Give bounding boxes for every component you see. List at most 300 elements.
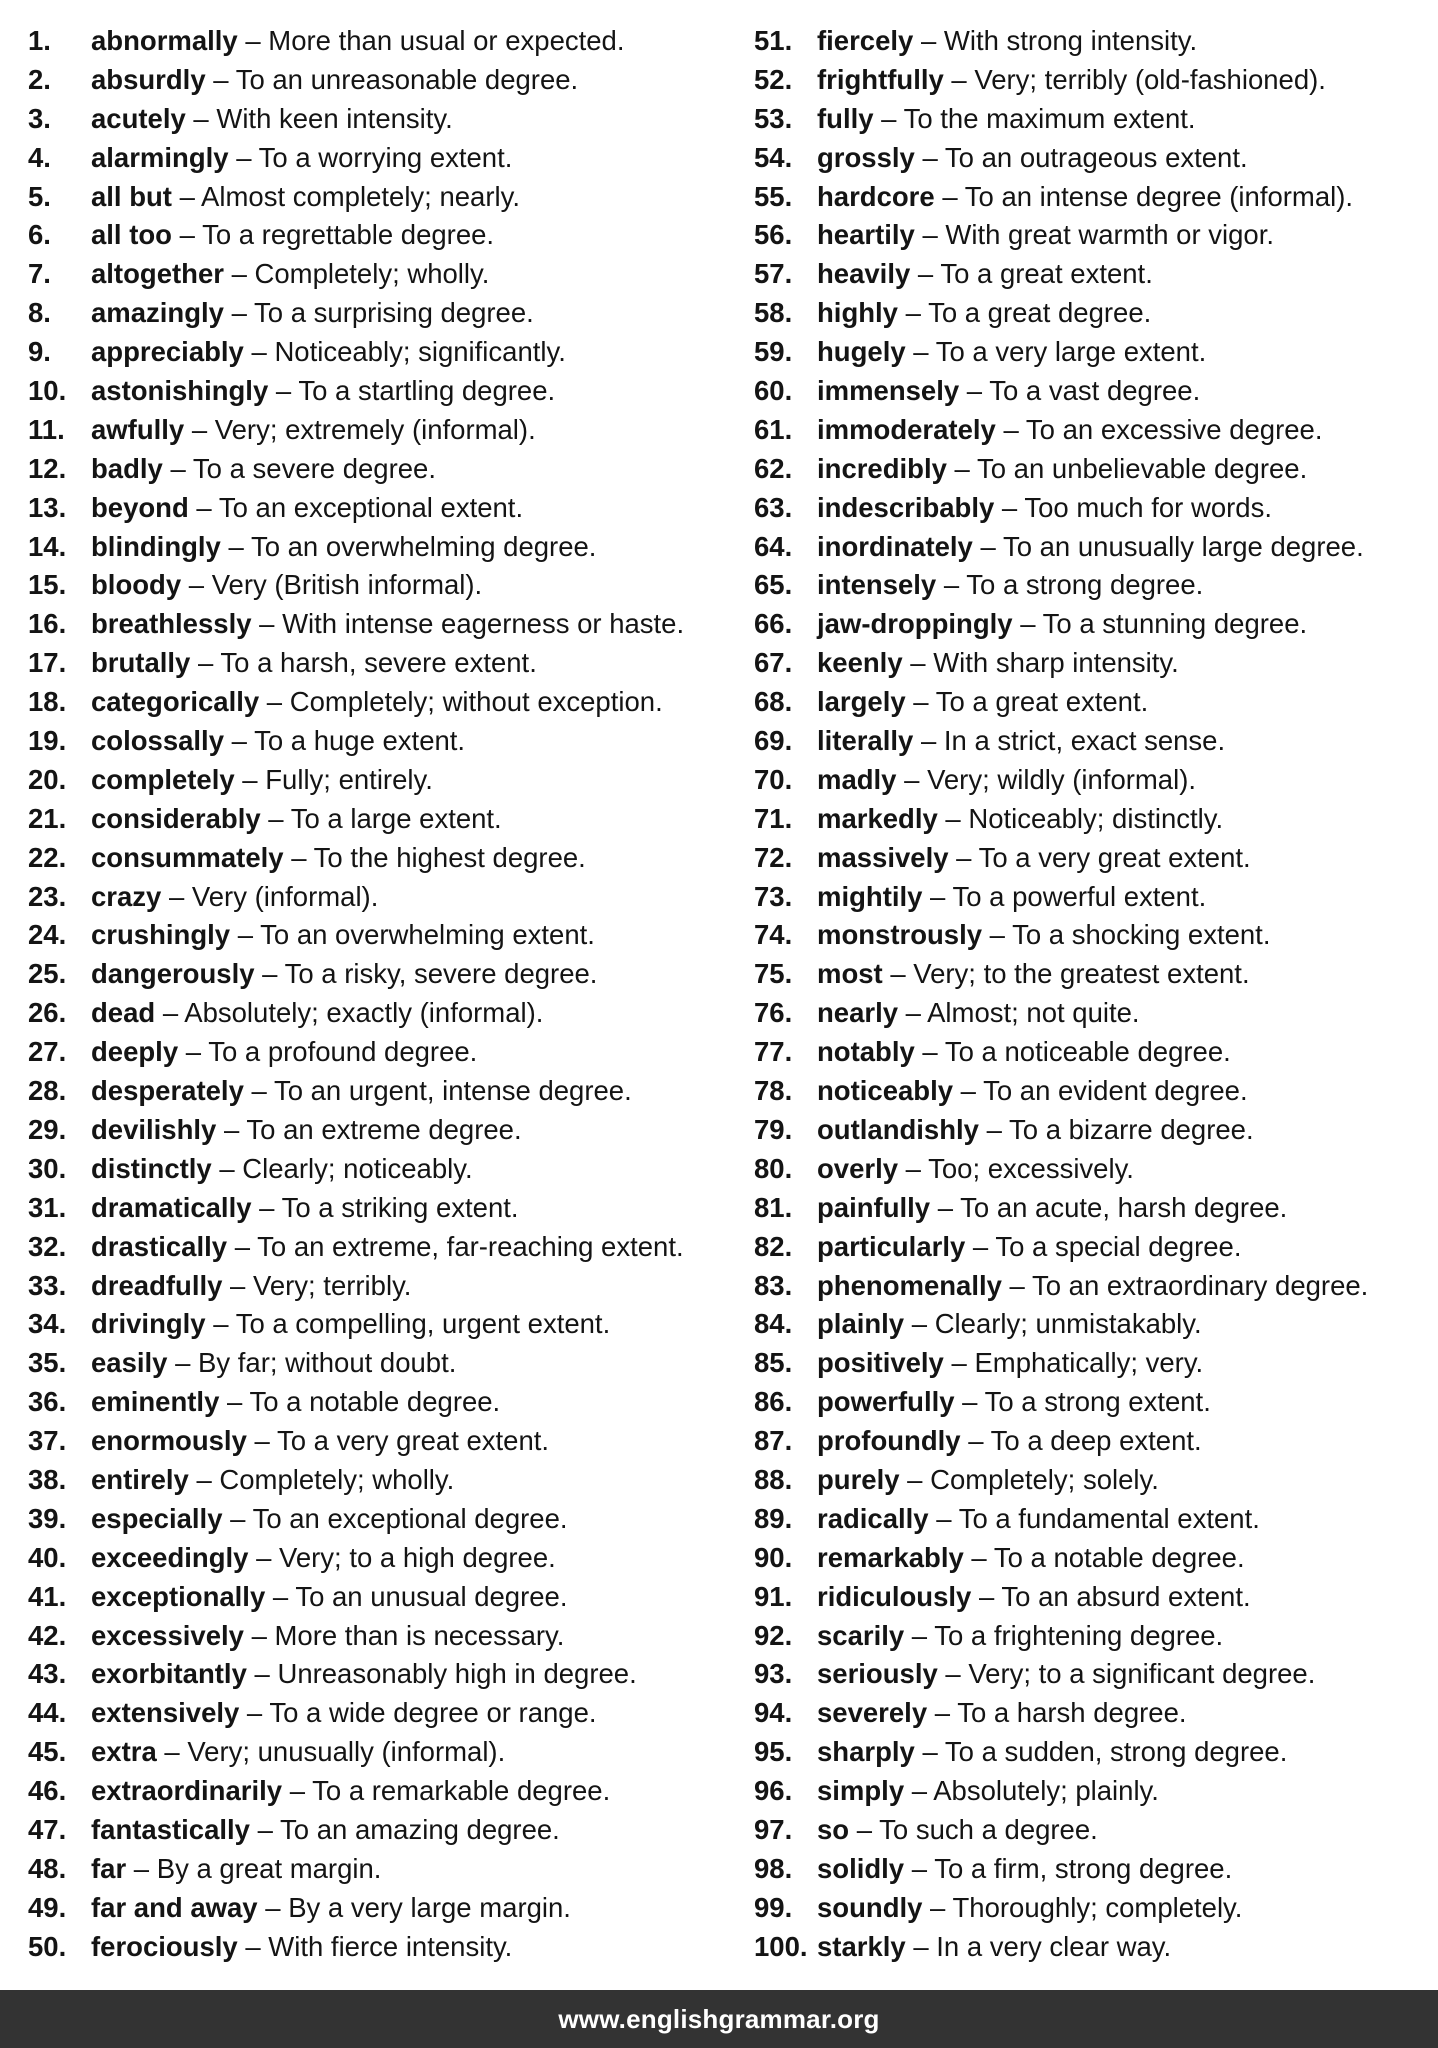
entry-word: profoundly [817,1425,961,1457]
entry-word: purely [817,1463,900,1495]
list-item [28,761,728,800]
entry-word: excessively [91,1619,244,1651]
list-item [754,333,1434,372]
list-item [28,1072,728,1111]
entry-word: devilishly [91,1113,217,1145]
entry-separator: – [184,413,215,445]
list-item [28,1539,728,1578]
list-item [28,1267,728,1306]
entry-number: 49. [28,1891,67,1923]
list-item [28,605,728,644]
entry-separator: – [156,1736,188,1768]
entry-word: soundly [817,1891,923,1923]
entry-number: 10. [28,375,67,407]
entry-number: 55. [754,180,793,212]
entry-separator: – [965,1230,996,1262]
entry-definition: Very; extremely (informal). [214,413,536,445]
entry-separator: – [928,1502,959,1534]
entry-definition: Absolutely; exactly (informal). [184,997,544,1029]
entry-number: 68. [754,686,793,718]
entry-definition: Unreasonably high in degree. [277,1658,637,1690]
entry-number: 88. [754,1463,793,1495]
entry-number: 77. [754,1036,793,1068]
entry-separator: – [982,919,1013,951]
entry-separator: – [223,258,255,290]
entry-separator: – [882,958,914,990]
entry-word: altogether [91,258,224,290]
entry-definition: In a strict, exact sense. [943,725,1226,757]
entry-separator: – [185,102,217,134]
entry-definition: To a compelling, urgent extent. [235,1308,611,1340]
entry-separator: – [943,63,975,95]
entry-word: all but [91,180,172,212]
entry-separator: – [222,1502,253,1534]
entry-word: remarkably [817,1541,964,1573]
entry-definition: To an urgent, intense degree. [273,1075,632,1107]
entry-separator: – [224,725,255,757]
list-item [754,1889,1434,1928]
entry-word: most [817,958,883,990]
entry-definition: To a fundamental extent. [958,1502,1260,1534]
list-item [28,1189,728,1228]
entry-number: 83. [754,1269,793,1301]
entry-number: 70. [754,763,793,795]
entry-number: 81. [754,1191,793,1223]
entry-separator: – [216,1113,247,1145]
list-item [28,1461,728,1500]
entry-separator: – [220,530,251,562]
entry-separator: – [161,880,192,912]
list-item [28,1344,728,1383]
entry-number: 86. [754,1386,793,1418]
entry-word: notably [817,1036,915,1068]
entry-word: drivingly [91,1308,206,1340]
entry-number: 40. [28,1541,67,1573]
entry-number: 89. [754,1502,793,1534]
entry-separator: – [190,647,221,679]
entry-number: 42. [28,1619,67,1651]
entry-word: breathlessly [91,608,252,640]
entry-word: sharply [817,1736,915,1768]
entry-definition: To a bizarre degree. [1009,1113,1254,1145]
entry-separator: – [937,802,969,834]
entry-separator: – [205,1308,236,1340]
entry-word: scarily [817,1619,905,1651]
entry-number: 8. [28,297,51,329]
entry-word: distinctly [91,1152,212,1184]
entry-word: dangerously [91,958,255,990]
entry-separator: – [1012,608,1043,640]
list-item [754,1500,1434,1539]
entry-definition: To a harsh degree. [957,1697,1187,1729]
entry-word: heartily [817,219,915,251]
entry-definition: To a powerful extent. [952,880,1207,912]
entry-definition: To a very great extent. [978,841,1251,873]
list-item [28,1383,728,1422]
entry-word: appreciably [91,336,244,368]
entry-separator: – [228,141,259,173]
entry-separator: – [167,1347,199,1379]
list-item [754,255,1434,294]
entry-definition: To the maximum extent. [903,102,1196,134]
entry-separator: – [155,997,185,1029]
entry-word: massively [817,841,949,873]
entry-word: fiercely [817,25,914,56]
list-item [28,1422,728,1461]
list-item [28,372,728,411]
entry-separator: – [239,1697,270,1729]
entry-number: 50. [28,1930,67,1962]
entry-definition: To an extraordinary degree. [1031,1269,1369,1301]
entry-number: 12. [28,452,67,484]
entry-word: outlandishly [817,1113,979,1145]
list-item [28,566,728,605]
entry-number: 33. [28,1269,67,1301]
entry-word: deeply [91,1036,179,1068]
entry-definition: To an outrageous extent. [944,141,1248,173]
entry-word: dead [91,997,156,1029]
entry-separator: – [922,880,953,912]
list-item [28,1500,728,1539]
entry-word: radically [817,1502,929,1534]
entry-word: so [817,1813,850,1845]
list-item [754,761,1434,800]
list-item [28,1772,728,1811]
entry-separator: – [246,1425,277,1457]
entry-definition: Almost completely; nearly. [201,180,520,212]
footer-bar [0,1990,1438,2048]
list-item [28,1305,728,1344]
entry-number: 14. [28,530,67,562]
entry-definition: By a very large margin. [288,1891,571,1923]
entry-definition: Completely; wholly. [254,258,490,290]
entry-number: 79. [754,1113,793,1145]
list-item [28,955,728,994]
entry-definition: Very; to a significant degree. [968,1658,1316,1690]
entry-word: keenly [817,647,903,679]
entry-number: 1. [28,25,51,56]
entry-number: 35. [28,1347,67,1379]
entry-number: 44. [28,1697,67,1729]
entry-number: 94. [754,1697,793,1729]
list-item [754,1655,1434,1694]
entry-word: highly [817,297,898,329]
entry-definition: To a strong degree. [966,569,1204,601]
entry-word: particularly [817,1230,966,1262]
entry-definition: To a great extent. [940,258,1153,290]
entry-number: 26. [28,997,67,1029]
entry-word: desperately [91,1075,244,1107]
entry-definition: Noticeably; distinctly. [968,802,1224,834]
entry-separator: – [237,25,269,56]
entry-definition: Very (informal). [191,880,379,912]
list-item [754,1422,1434,1461]
entry-separator: – [904,1308,935,1340]
entry-separator: – [251,1191,282,1223]
list-item [754,22,1434,61]
entry-separator: – [230,919,261,951]
entry-definition: More than is necessary. [274,1619,565,1651]
entry-separator: – [954,1386,985,1418]
entry-definition: To a vast degree. [989,375,1201,407]
entry-number: 27. [28,1036,67,1068]
list-item [754,1033,1434,1072]
entry-separator: – [268,375,299,407]
entry-separator: – [943,1347,975,1379]
list-item [28,1228,728,1267]
entry-number: 74. [754,919,793,951]
entry-word: literally [817,725,914,757]
entry-definition: By far; without doubt. [198,1347,457,1379]
entry-number: 56. [754,219,793,251]
entry-definition: With intense eagerness or haste. [282,608,685,640]
entry-definition: To a noticeable degree. [944,1036,1231,1068]
entry-word: dreadfully [91,1269,223,1301]
entry-separator: – [246,1658,278,1690]
list-item [754,139,1434,178]
list-item [754,1189,1434,1228]
entry-separator: – [248,1541,280,1573]
entry-definition: More than usual or expected. [268,25,625,56]
entry-separator: – [994,491,1025,523]
entry-number: 97. [754,1813,793,1845]
list-item [754,216,1434,255]
entry-word: astonishingly [91,375,269,407]
entry-definition: Almost; not quite. [927,997,1140,1029]
list-item [754,1344,1434,1383]
entry-definition: Thoroughly; completely. [952,1891,1243,1923]
entry-number: 60. [754,375,793,407]
list-item [28,1033,728,1072]
list-item [28,489,728,528]
entry-number: 69. [754,725,793,757]
entry-separator: – [237,1930,269,1962]
entry-separator: – [913,725,944,757]
entry-separator: – [178,1036,209,1068]
entry-word: exorbitantly [91,1658,247,1690]
entry-separator: – [849,1813,880,1845]
entry-number: 20. [28,763,67,795]
entry-number: 17. [28,647,67,679]
entry-number: 63. [754,491,793,523]
entry-definition: With keen intensity. [216,102,453,134]
entry-word: absurdly [91,63,206,95]
entry-definition: To a strong extent. [984,1386,1211,1418]
entry-word: badly [91,452,163,484]
entry-word: abnormally [91,25,238,56]
entry-separator: – [257,1891,289,1923]
list-item [754,1811,1434,1850]
entry-separator: – [914,219,946,251]
entry-separator: – [959,375,990,407]
entry-separator: – [953,1075,984,1107]
entry-word: eminently [91,1386,220,1418]
entry-separator: – [219,1386,250,1418]
entry-separator: – [260,802,291,834]
entry-separator: – [914,141,945,173]
list-item [754,450,1434,489]
entry-separator: – [905,1930,937,1962]
entry-number: 52. [754,63,793,95]
entry-word: all too [91,219,172,251]
entry-separator: – [1001,1269,1032,1301]
entry-number: 39. [28,1502,67,1534]
list-item [28,1928,728,1967]
entry-number: 53. [754,102,793,134]
entry-definition: To such a degree. [879,1813,1098,1845]
list-item [28,333,728,372]
list-item [28,22,728,61]
entry-definition: To a notable degree. [993,1541,1245,1573]
entry-number: 3. [28,102,51,134]
entry-definition: To an extreme degree. [246,1113,522,1145]
list-item [754,1578,1434,1617]
entry-word: acutely [91,102,186,134]
list-item [754,1461,1434,1500]
entry-number: 46. [28,1775,67,1807]
entry-number: 38. [28,1463,67,1495]
entry-definition: To an unusually large degree. [1002,530,1364,562]
entry-definition: To a sudden, strong degree. [944,1736,1288,1768]
entry-definition: To a very large extent. [935,336,1207,368]
list-item [754,178,1434,217]
entry-definition: To a severe degree. [192,452,436,484]
list-item [754,878,1434,917]
list-item [754,294,1434,333]
entry-separator: – [282,1775,313,1807]
entry-definition: To the highest degree. [313,841,586,873]
footer-website[interactable]: www.englishgrammar.org [558,2003,880,2034]
entry-word: far and away [91,1891,258,1923]
entry-separator: – [937,1658,969,1690]
entry-word: fully [817,102,874,134]
entry-number: 73. [754,880,793,912]
entry-separator: – [188,491,219,523]
list-item [754,722,1434,761]
entry-separator: – [995,413,1026,445]
list-item [754,1383,1434,1422]
list-item [28,1617,728,1656]
entry-word: hardcore [817,180,935,212]
list-item [28,1111,728,1150]
entry-number: 54. [754,141,793,173]
list-item [28,994,728,1033]
entry-number: 22. [28,841,67,873]
entry-number: 76. [754,997,793,1029]
entry-word: monstrously [817,919,983,951]
list-item [28,916,728,955]
entry-word: immoderately [817,413,996,445]
entry-separator: – [922,1891,953,1923]
entry-separator: – [227,1230,258,1262]
entry-word: categorically [91,686,260,718]
entry-separator: – [904,1619,935,1651]
list-item [754,1539,1434,1578]
entry-word: immensely [817,375,960,407]
entry-number: 31. [28,1191,67,1223]
entry-separator: – [971,1580,1002,1612]
entry-definition: With fierce intensity. [268,1930,513,1962]
entry-separator: – [936,569,967,601]
entry-word: frightfully [817,63,944,95]
entry-number: 18. [28,686,67,718]
list-item [28,255,728,294]
entry-word: powerfully [817,1386,955,1418]
list-item [754,800,1434,839]
entry-definition: Clearly; noticeably. [242,1152,473,1184]
entry-separator: – [914,1736,945,1768]
entry-word: intensely [817,569,937,601]
entry-definition: To a great degree. [928,297,1152,329]
entry-definition: To an evident degree. [983,1075,1248,1107]
entry-number: 99. [754,1891,793,1923]
entry-word: crazy [91,880,162,912]
entry-word: extra [91,1736,157,1768]
entry-number: 90. [754,1541,793,1573]
entry-number: 25. [28,958,67,990]
list-item [28,878,728,917]
list-item [754,1228,1434,1267]
entry-number: 96. [754,1775,793,1807]
entry-separator: – [243,1619,275,1651]
entry-definition: To an exceptional degree. [252,1502,568,1534]
entry-word: easily [91,1347,168,1379]
entry-number: 2. [28,63,51,95]
entry-word: ridiculously [817,1580,972,1612]
entry-word: seriously [817,1658,938,1690]
entry-word: fantastically [91,1813,250,1845]
word-list-column-left [28,22,728,1967]
entry-definition: Very (British informal). [211,569,483,601]
entry-number: 32. [28,1230,67,1262]
entry-definition: By a great margin. [156,1852,382,1884]
entry-number: 85. [754,1347,793,1379]
list-item [754,61,1434,100]
entry-word: consummately [91,841,284,873]
entry-separator: – [904,1775,934,1807]
entry-number: 37. [28,1425,67,1457]
entry-definition: Too; excessively. [928,1152,1134,1184]
entry-word: ferociously [91,1930,238,1962]
entry-number: 100. [754,1930,808,1962]
entry-number: 62. [754,452,793,484]
entry-definition: To a stunning degree. [1042,608,1308,640]
entry-separator: – [171,180,202,212]
entry-separator: – [251,608,283,640]
entry-word: hugely [817,336,906,368]
entry-number: 23. [28,880,67,912]
entry-number: 64. [754,530,793,562]
entry-definition: To a notable degree. [249,1386,501,1418]
entry-definition: To a huge extent. [254,725,466,757]
list-item [28,1889,728,1928]
entry-definition: Absolutely; plainly. [933,1775,1159,1807]
entry-definition: To a risky, severe degree. [284,958,598,990]
entry-word: alarmingly [91,141,229,173]
entry-word: entirely [91,1463,189,1495]
entry-definition: With great warmth or vigor. [945,219,1274,251]
entry-number: 92. [754,1619,793,1651]
entry-word: enormously [91,1425,247,1457]
list-item [28,722,728,761]
entry-definition: With strong intensity. [943,25,1198,56]
entry-separator: – [904,1852,935,1884]
entry-separator: – [905,336,936,368]
entry-number: 45. [28,1736,67,1768]
entry-word: completely [91,763,235,795]
entry-word: inordinately [817,530,973,562]
entry-number: 71. [754,802,793,834]
